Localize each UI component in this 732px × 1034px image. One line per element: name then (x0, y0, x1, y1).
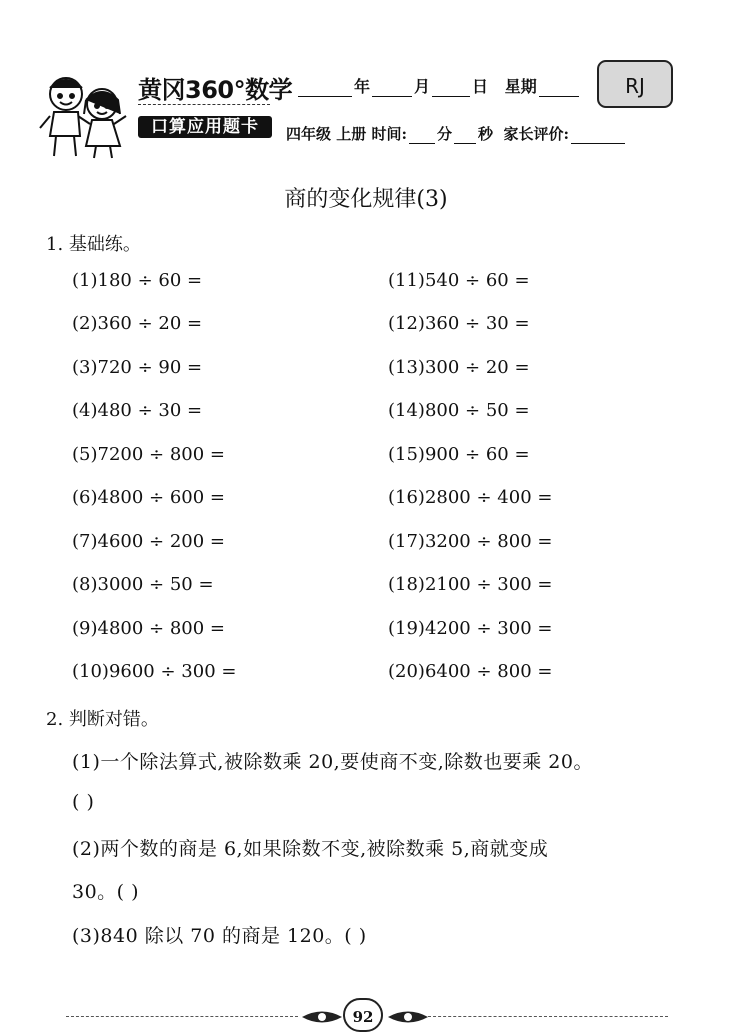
minute-label: 分 (437, 125, 453, 143)
problem-item: (13)300 ÷ 20 = (388, 357, 530, 378)
weekday-blank[interactable] (539, 80, 579, 97)
parent-eval-label: 家长评价: (503, 125, 570, 143)
true-false-item: (3)840 除以 70 的商是 120。( ) (72, 925, 367, 947)
year-label: 年 (354, 77, 371, 96)
weekday-label: 星期 (504, 77, 537, 96)
second-blank[interactable] (454, 127, 476, 144)
true-false-item: (1)一个除法算式,被除数乘 20,要使商不变,除数也要乘 20。 (72, 751, 593, 773)
problem-item: (6)4800 ÷ 600 = (72, 487, 225, 508)
meta-line (286, 123, 627, 144)
page-number: 92 (343, 998, 383, 1032)
year-blank[interactable] (298, 80, 352, 97)
kids-illustration (36, 70, 132, 162)
problem-item: (12)360 ÷ 30 = (388, 313, 530, 334)
footer-divider-right (428, 1016, 668, 1017)
ornament-left-icon (300, 1008, 344, 1030)
problem-item: (19)4200 ÷ 300 = (388, 618, 553, 639)
problem-item: (5)7200 ÷ 800 = (72, 444, 225, 465)
day-label: 日 (472, 77, 489, 96)
true-false-item: (2)两个数的商是 6,如果除数不变,被除数乘 5,商就变成 (72, 838, 549, 860)
card-subtitle: 口算应用题卡 (138, 116, 272, 138)
answer-blank[interactable]: ( ) (72, 791, 95, 813)
parent-eval-blank[interactable] (571, 127, 625, 144)
problem-item: (9)4800 ÷ 800 = (72, 618, 225, 639)
section2-heading: 2. 判断对错。 (46, 709, 159, 730)
brand-divider (138, 104, 270, 105)
lesson-title: 商的变化规律(3) (284, 187, 448, 212)
problem-item: (11)540 ÷ 60 = (388, 270, 530, 291)
problem-item: (14)800 ÷ 50 = (388, 400, 530, 421)
day-blank[interactable] (432, 80, 470, 97)
brand-title: 黄冈360°数学 (138, 76, 293, 104)
problem-item: (1)180 ÷ 60 = (72, 270, 203, 291)
footer-divider-left (66, 1016, 298, 1017)
date-line (296, 74, 581, 97)
problem-item: (3)720 ÷ 90 = (72, 357, 203, 378)
problem-item: (2)360 ÷ 20 = (72, 313, 203, 334)
edition-badge: RJ (597, 60, 673, 108)
problem-item: (18)2100 ÷ 300 = (388, 574, 553, 595)
ornament-right-icon (386, 1008, 430, 1030)
problem-item: (8)3000 ÷ 50 = (72, 574, 214, 595)
problem-item: (16)2800 ÷ 400 = (388, 487, 553, 508)
problem-item: (20)6400 ÷ 800 = (388, 661, 553, 682)
minute-blank[interactable] (409, 127, 435, 144)
grade-label: 四年级 上册 (286, 125, 367, 143)
section1-heading: 1. 基础练。 (46, 234, 141, 255)
month-label: 月 (414, 77, 431, 96)
problem-item: (4)480 ÷ 30 = (72, 400, 203, 421)
second-label: 秒 (478, 125, 494, 143)
month-blank[interactable] (372, 80, 412, 97)
problem-item: (17)3200 ÷ 800 = (388, 531, 553, 552)
problem-item: (15)900 ÷ 60 = (388, 444, 530, 465)
problem-item: (10)9600 ÷ 300 = (72, 661, 237, 682)
true-false-item: 30。( ) (72, 881, 140, 903)
time-label: 时间: (371, 125, 408, 143)
problem-item: (7)4600 ÷ 200 = (72, 531, 225, 552)
